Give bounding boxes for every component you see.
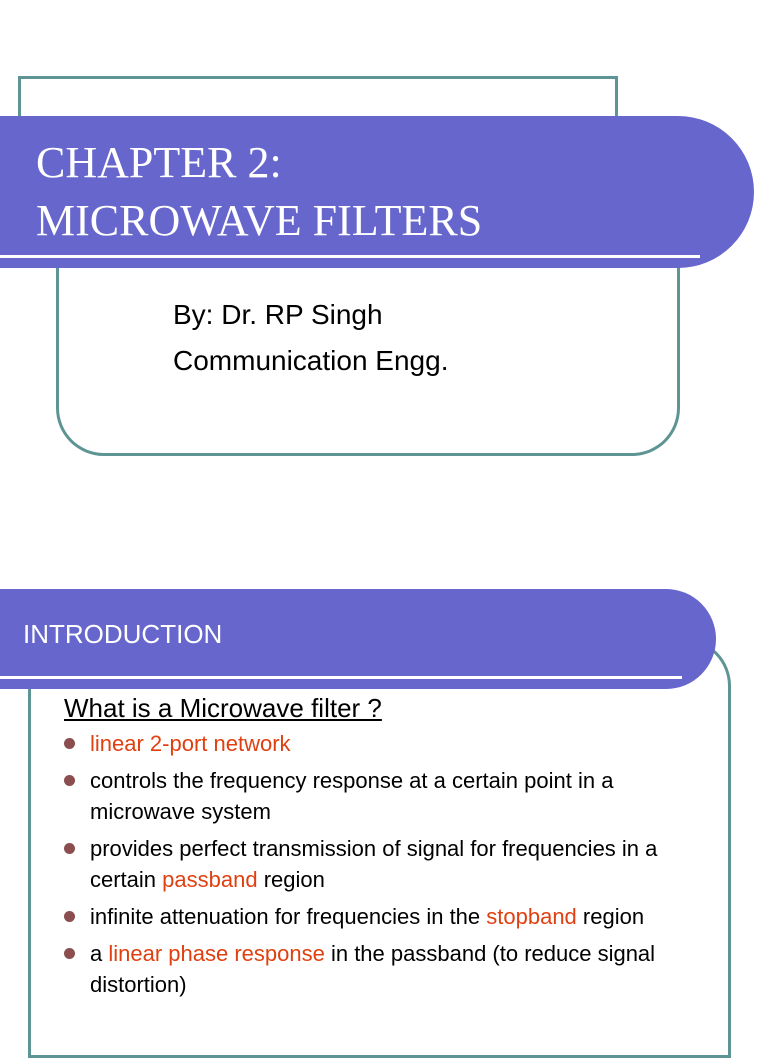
- question-text: What is a Microwave filter ?: [64, 693, 382, 723]
- slide-title: [0, 0, 768, 512]
- chapter-title-line2: MICROWAVE FILTERS: [36, 196, 483, 245]
- author-text: By: Dr. RP Singh: [173, 299, 383, 330]
- bullet-text: region: [257, 867, 325, 892]
- bullet-text: controls the frequency response at a certain point in a microwave system: [90, 768, 614, 824]
- department-text: Communication Engg.: [173, 345, 449, 376]
- highlighted-term: stopband: [486, 904, 577, 929]
- bullet-item: [64, 765, 704, 827]
- highlighted-term: linear phase response: [108, 941, 325, 966]
- bullet-text: infinite attenuation for frequencies in the: [90, 904, 487, 929]
- bullet-dot-icon: [64, 738, 75, 749]
- bullet-item: [64, 938, 704, 1000]
- bullet-item: [64, 728, 704, 759]
- bullet-dot-icon: [64, 911, 75, 922]
- bullet-dot-icon: [64, 948, 75, 959]
- chapter-title: [36, 134, 482, 250]
- bullet-item: [64, 901, 704, 932]
- bullet-dot-icon: [64, 775, 75, 786]
- slide-introduction: [0, 512, 768, 1024]
- bullet-list: [64, 728, 704, 1000]
- slide-body: [64, 692, 704, 1006]
- bullet-text: region: [576, 904, 645, 929]
- heading-bar-divider: [0, 676, 682, 679]
- title-bar-divider: [0, 255, 700, 258]
- subtitle-block: [173, 292, 448, 384]
- bullet-item: [64, 833, 704, 895]
- highlighted-term: passband: [162, 867, 258, 892]
- bullet-text: a: [90, 941, 109, 966]
- bullet-text: in the passband (to reduce signal distortion): [90, 941, 656, 997]
- chapter-title-line1: CHAPTER 2:: [36, 138, 282, 187]
- bullet-text: provides perfect transmission of signal for frequencies in a certain: [90, 836, 658, 892]
- highlighted-term: linear 2-port network: [90, 731, 291, 756]
- bullet-dot-icon: [64, 843, 75, 854]
- section-heading: INTRODUCTION: [23, 619, 223, 649]
